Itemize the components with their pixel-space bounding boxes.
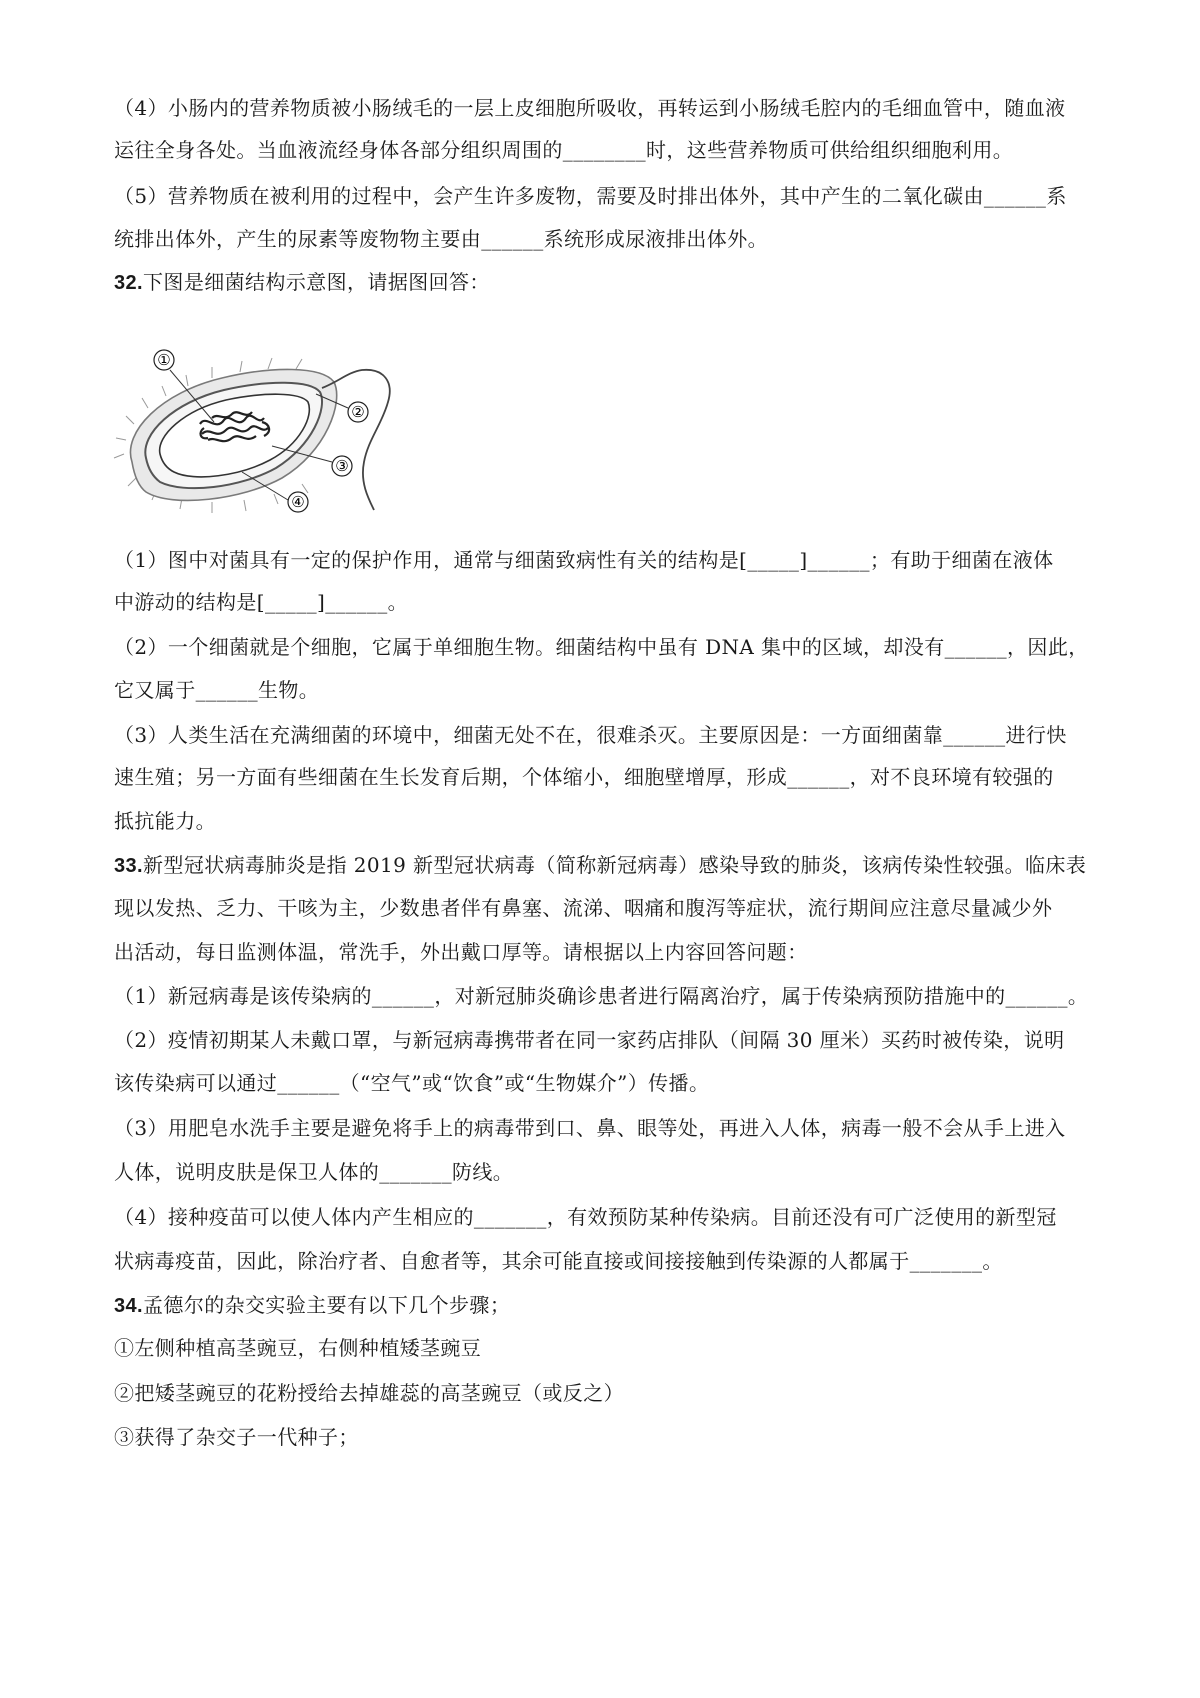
label-2: ② <box>351 403 365 421</box>
q33-part4-line2: 状病毒疫苗，因此，除治疗者、自愈者等，其余可能直接或间接接触到传染源的人都属于_______。 <box>114 1249 1003 1273</box>
q34-step2: ②把矮茎豌豆的花粉授给去掉雄蕊的高茎豌豆（或反之） <box>114 1381 624 1405</box>
q32-part1-line1: （1）图中对菌具有一定的保护作用，通常与细菌致病性有关的结构是[_____]______；有助于细菌在液体 <box>114 548 1054 572</box>
label-4: ④ <box>291 493 305 511</box>
q32-part3-line2: 速生殖；另一方面有些细菌在生长发育后期，个体缩小，细胞壁增厚，形成______，对不良环境有较强的 <box>114 765 1054 789</box>
q33-part3-line2: 人体，说明皮肤是保卫人体的_______防线。 <box>114 1160 514 1184</box>
q33-stem-text1: 新型冠状病毒肺炎是指 2019 新型冠状病毒（简称新冠病毒）感染导致的肺炎，该病传染性较强。临床表 <box>143 853 1087 877</box>
q33-part1-line1: （1）新冠病毒是该传染病的______，对新冠肺炎确诊患者进行隔离治疗，属于传染病预防措施中的______。 <box>114 984 1089 1008</box>
q34-step1: ①左侧种植高茎豌豆，右侧种植矮茎豌豆 <box>114 1336 482 1360</box>
q33-part3-line1: （3）用肥皂水洗手主要是避免将手上的病毒带到口、鼻、眼等处，再进入人体，病毒一般不会从手上进入 <box>114 1116 1066 1140</box>
q34-number: 34. <box>114 1295 144 1317</box>
q33-part4-line1: （4）接种疫苗可以使人体内产生相应的_______，有效预防某种传染病。目前还没有可广泛使用的新型冠 <box>114 1205 1057 1229</box>
q32-stem-text: 下图是细菌结构示意图，请据图回答： <box>143 270 490 294</box>
q31-part5-line2: 统排出体外，产生的尿素等废物物主要由______系统形成尿液排出体外。 <box>114 227 768 251</box>
q32-part3-line3: 抵抗能力。 <box>114 809 216 833</box>
q33-stem-line3: 出活动，每日监测体温，常洗手，外出戴口厚等。请根据以上内容回答问题： <box>114 940 808 964</box>
q33-part2-line1: （2）疫情初期某人未戴口罩，与新冠病毒携带者在同一家药店排队（间隔 30 厘米）买药时被传染，说明 <box>114 1028 1065 1052</box>
q34-step3: ③获得了杂交子一代种子； <box>114 1425 359 1449</box>
q32-part3-line1: （3）人类生活在充满细菌的环境中，细菌无处不在，很难杀灭。主要原因是：一方面细菌靠______进行快 <box>114 723 1067 747</box>
q33-part2-line2: 该传染病可以通过______（“空气”或“饮食”或“生物媒介”）传播。 <box>114 1071 710 1095</box>
q33-stem-line1 <box>114 850 1086 881</box>
bacteria-structure-diagram <box>112 342 412 522</box>
label-1: ① <box>157 351 171 369</box>
q34-stem <box>114 1290 510 1321</box>
q31-part4-line1: （4）小肠内的营养物质被小肠绒毛的一层上皮细胞所吸收，再转运到小肠绒毛腔内的毛细血管中，随血液 <box>114 96 1066 120</box>
q32-part2-line1: （2）一个细菌就是个细胞，它属于单细胞生物。细菌结构中虽有 DNA 集中的区域，却没有______，因此， <box>114 635 1089 659</box>
q32-part2-line2: 它又属于______生物。 <box>114 678 320 702</box>
q32-stem <box>114 267 490 298</box>
q33-stem-line2: 现以发热、乏力、干咳为主，少数患者伴有鼻塞、流涕、咽痛和腹泻等症状，流行期间应注意尽量减少外 <box>114 896 1053 920</box>
q33-number: 33. <box>114 855 144 877</box>
label-3: ③ <box>335 457 349 475</box>
q32-number: 32. <box>114 272 144 294</box>
q31-part4-line2: 运往全身各处。当血液流经身体各部分组织周围的________时，这些营养物质可供给组织细胞利用。 <box>114 138 1014 162</box>
bacteria-diagram-svg <box>112 342 412 522</box>
q34-stem-text: 孟德尔的杂交实验主要有以下几个步骤； <box>143 1293 511 1317</box>
q31-part5-line1: （5）营养物质在被利用的过程中，会产生许多废物，需要及时排出体外，其中产生的二氧化碳由______系 <box>114 184 1067 208</box>
q32-part1-line2: 中游动的结构是[_____]______。 <box>114 590 409 614</box>
